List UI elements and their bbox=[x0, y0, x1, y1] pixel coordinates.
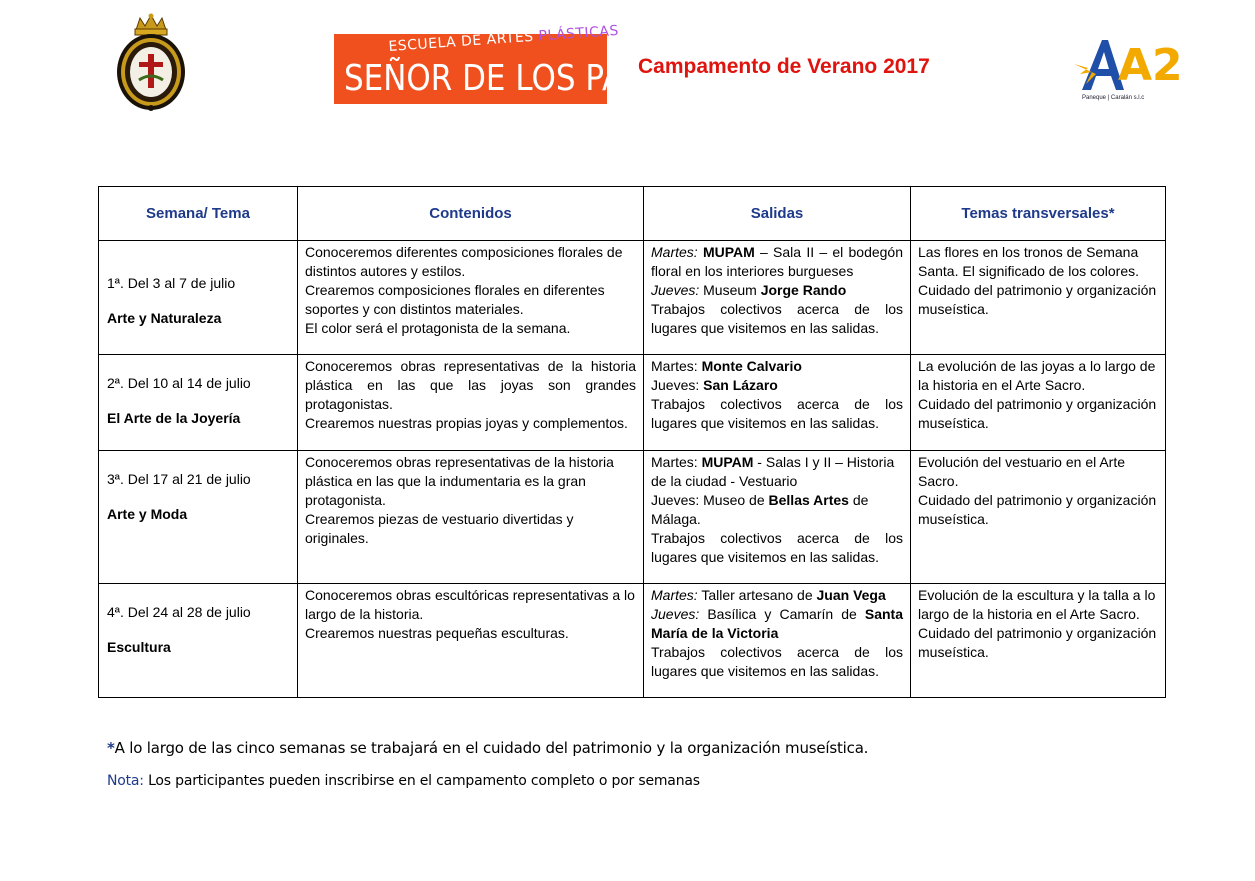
salida-line: Trabajos colectivos acerca de los lugares que visitemos en las salidas. bbox=[651, 644, 903, 679]
tema-line: Evolución del vestuario en el Arte Sacro. bbox=[918, 454, 1126, 489]
salida-line: Martes: MUPAM - Salas I y II – Historia de la ciudad - Vestuario bbox=[651, 454, 895, 489]
salida-line: Trabajos colectivos acerca de los lugares que visitemos en las salidas. bbox=[651, 396, 903, 431]
week-theme: Arte y Moda bbox=[107, 506, 188, 522]
salidas-cell bbox=[644, 451, 911, 584]
salida-line: Trabajos colectivos acerca de los lugares que visitemos en las salidas. bbox=[651, 301, 903, 336]
contenido-line: El color será el protagonista de la semana. bbox=[305, 320, 571, 336]
week-theme: Arte y Naturaleza bbox=[107, 310, 222, 326]
a2-caption: Paneque | Caralán s.l.c bbox=[1082, 95, 1145, 101]
footnote-star: * bbox=[107, 739, 115, 757]
week-theme: El Arte de la Joyería bbox=[107, 410, 241, 426]
salida-line: Jueves: San Lázaro bbox=[651, 377, 778, 393]
contenido-line: Crearemos piezas de vestuario divertidas y originales. bbox=[305, 511, 574, 546]
header-contenidos: Contenidos bbox=[298, 187, 644, 241]
contenido-line: Conoceremos obras representativas de la historia plástica en las que la indumentaria es la gran protagonista. bbox=[305, 454, 614, 508]
tema-line: Cuidado del patrimonio y organización museística. bbox=[918, 492, 1157, 527]
table-row bbox=[99, 355, 1166, 451]
temas-cell bbox=[911, 584, 1166, 698]
salida-line: Martes: Taller artesano de Juan Vega bbox=[651, 587, 886, 603]
tema-line: Evolución de la escultura y la talla a lo largo de la historia en el Arte Sacro. bbox=[918, 587, 1156, 622]
a2-logo-digit: A2 bbox=[1118, 40, 1183, 91]
tema-line: Cuidado del patrimonio y organización museística. bbox=[918, 625, 1157, 660]
week-dates: 4ª. Del 24 al 28 de julio bbox=[107, 604, 251, 620]
salida-line: Jueves: Museum Jorge Rando bbox=[651, 282, 847, 298]
salida-line: Jueves: Museo de Bellas Artes de Málaga. bbox=[651, 492, 869, 527]
header-temas: Temas transversales* bbox=[911, 187, 1166, 241]
temas-cell bbox=[911, 241, 1166, 355]
contenido-line: Crearemos composiciones florales en diferentes soportes y con distintos materiales. bbox=[305, 282, 605, 317]
contenidos-cell bbox=[298, 355, 644, 451]
contenidos-cell bbox=[298, 584, 644, 698]
table-row bbox=[99, 451, 1166, 584]
note-label: Nota: bbox=[107, 773, 144, 789]
salida-line: Jueves: Basílica y Camarín de Santa María de la Victoria bbox=[651, 606, 903, 641]
contenido-line: Conoceremos obras representativas de la historia plástica en las que las joyas son grandes protagonistas. bbox=[305, 358, 636, 412]
salida-line: Martes: MUPAM – Sala II – el bodegón floral en los interiores burgueses bbox=[651, 244, 904, 279]
contenido-line: Crearemos nuestras propias joyas y complementos. bbox=[305, 415, 628, 431]
footnote bbox=[107, 739, 868, 757]
week-dates: 3ª. Del 17 al 21 de julio bbox=[107, 471, 251, 487]
salida-line: Trabajos colectivos acerca de los lugares que visitemos en las salidas. bbox=[651, 530, 903, 565]
week-cell bbox=[99, 241, 298, 355]
temas-cell bbox=[911, 355, 1166, 451]
school-logo-line2: SEÑOR DE LOS PASOS bbox=[344, 58, 687, 99]
week-cell bbox=[99, 451, 298, 584]
note bbox=[107, 773, 700, 789]
page-title: Campamento de Verano 2017 bbox=[638, 55, 930, 78]
salidas-cell bbox=[644, 241, 911, 355]
week-cell bbox=[99, 584, 298, 698]
week-cell bbox=[99, 355, 298, 451]
tema-line: Cuidado del patrimonio y organización museística. bbox=[918, 396, 1157, 431]
contenidos-cell bbox=[298, 451, 644, 584]
table-row bbox=[99, 241, 1166, 355]
tema-line: La evolución de las joyas a lo largo de la historia en el Arte Sacro. bbox=[918, 358, 1156, 393]
contenido-line: Conoceremos diferentes composiciones florales de distintos autores y estilos. bbox=[305, 244, 623, 279]
contenido-line: Conoceremos obras escultóricas representativas a lo largo de la historia. bbox=[305, 587, 635, 622]
week-dates: 1ª. Del 3 al 7 de julio bbox=[107, 275, 236, 291]
contenido-line: Crearemos nuestras pequeñas esculturas. bbox=[305, 625, 569, 641]
note-text: Los participantes pueden inscribirse en el campamento completo o por semanas bbox=[143, 773, 700, 789]
crest-logo bbox=[114, 12, 188, 112]
salidas-cell bbox=[644, 584, 911, 698]
school-logo-line1: ESCUELA DE ARTES PLÁSTICAS bbox=[388, 22, 620, 55]
table-header-row bbox=[99, 187, 1166, 241]
week-dates: 2ª. Del 10 al 14 de julio bbox=[107, 375, 251, 391]
header-salidas: Salidas bbox=[644, 187, 911, 241]
salida-line: Martes: Monte Calvario bbox=[651, 358, 802, 374]
school-logo bbox=[334, 22, 687, 104]
temas-cell bbox=[911, 451, 1166, 584]
header-semana: Semana/ Tema bbox=[99, 187, 298, 241]
salidas-cell bbox=[644, 355, 911, 451]
tema-line: Las flores en los tronos de Semana Santa. El significado de los colores. bbox=[918, 244, 1140, 279]
week-theme: Escultura bbox=[107, 639, 171, 655]
tema-line: Cuidado del patrimonio y organización museística. bbox=[918, 282, 1157, 317]
camp-schedule-table bbox=[98, 186, 1166, 698]
footnote-text: A lo largo de las cinco semanas se trabajará en el cuidado del patrimonio y la organización museística. bbox=[114, 739, 869, 757]
table-row bbox=[99, 584, 1166, 698]
contenidos-cell bbox=[298, 241, 644, 355]
